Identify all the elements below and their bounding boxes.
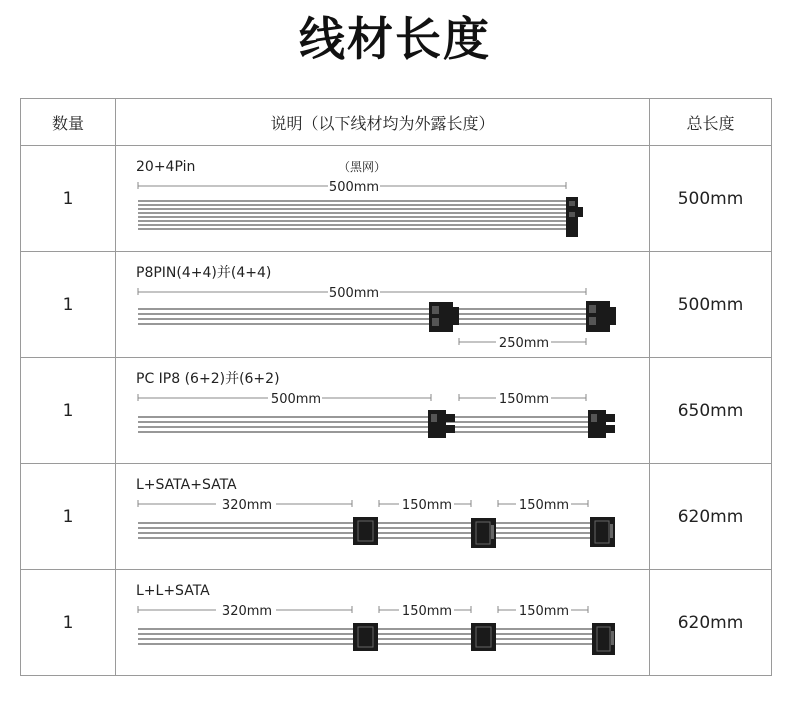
table-header-row (21, 99, 772, 146)
description-cell (116, 570, 650, 676)
description-cell (116, 252, 650, 358)
dimension-label: 500mm (270, 392, 322, 407)
quantity-cell: 1 (21, 358, 116, 464)
cable-diagram-p8pin (116, 252, 649, 357)
connector-sata-icon (592, 623, 615, 655)
quantity-cell: 1 (21, 252, 116, 358)
connector-8pin-icon (586, 301, 616, 332)
dimension-label: 150mm (518, 498, 570, 513)
cable-diagram-pcie8 (116, 358, 649, 463)
cable-name: P8PIN(4+4)并(4+4) (136, 265, 272, 281)
table-row (21, 464, 772, 570)
header-description: 说明（以下线材均为外露长度） (116, 99, 650, 146)
connector-24pin-icon (566, 197, 583, 237)
cable-length-table (20, 98, 772, 676)
total-length-cell: 500mm (650, 146, 772, 252)
dimension-label: 500mm (328, 286, 380, 301)
cable-diagram-24pin (116, 146, 649, 251)
quantity-cell: 1 (21, 570, 116, 676)
dimension-label: 150mm (498, 392, 550, 407)
cable-wires (138, 201, 566, 229)
cable-diagram-l-l-sata (116, 570, 649, 675)
dimension-label: 250mm (498, 336, 550, 351)
table-row (21, 252, 772, 358)
connector-sata-icon (471, 518, 496, 548)
cable-wires (138, 417, 591, 432)
dimension-label: 320mm (221, 498, 273, 513)
connector-pcie-icon (588, 410, 615, 438)
cable-note: （黑网） (338, 160, 387, 174)
connector-l-icon (471, 623, 496, 651)
cable-name: L+L+SATA (136, 583, 210, 599)
connector-l-icon (353, 517, 378, 545)
total-length-cell: 620mm (650, 570, 772, 676)
description-cell (116, 464, 650, 570)
connector-l-icon (353, 623, 378, 651)
description-cell (116, 358, 650, 464)
cable-name: L+SATA+SATA (136, 477, 237, 493)
dimension-label: 320mm (221, 604, 273, 619)
cable-name: PC IP8 (6+2)并(6+2) (136, 371, 280, 387)
cable-name: 20+4Pin (136, 159, 196, 175)
table-row (21, 358, 772, 464)
dimension-label: 150mm (401, 604, 453, 619)
description-cell (116, 146, 650, 252)
quantity-cell: 1 (21, 464, 116, 570)
header-quantity: 数量 (21, 99, 116, 146)
table-row (21, 146, 772, 252)
page-title: 线材长度 (299, 12, 491, 66)
connector-8pin-icon (429, 302, 459, 332)
cable-diagram-l-sata-sata (116, 464, 649, 569)
connector-pcie-icon (428, 410, 455, 438)
dimension-label: 150mm (518, 604, 570, 619)
total-length-cell: 620mm (650, 464, 772, 570)
dimension-label: 150mm (401, 498, 453, 513)
connector-sata-icon (590, 517, 615, 547)
table-row (21, 570, 772, 676)
cable-wires (138, 309, 591, 324)
header-total-length: 总长度 (650, 99, 772, 146)
total-length-cell: 650mm (650, 358, 772, 464)
quantity-cell: 1 (21, 146, 116, 252)
dimension-label: 500mm (328, 180, 380, 195)
total-length-cell: 500mm (650, 252, 772, 358)
